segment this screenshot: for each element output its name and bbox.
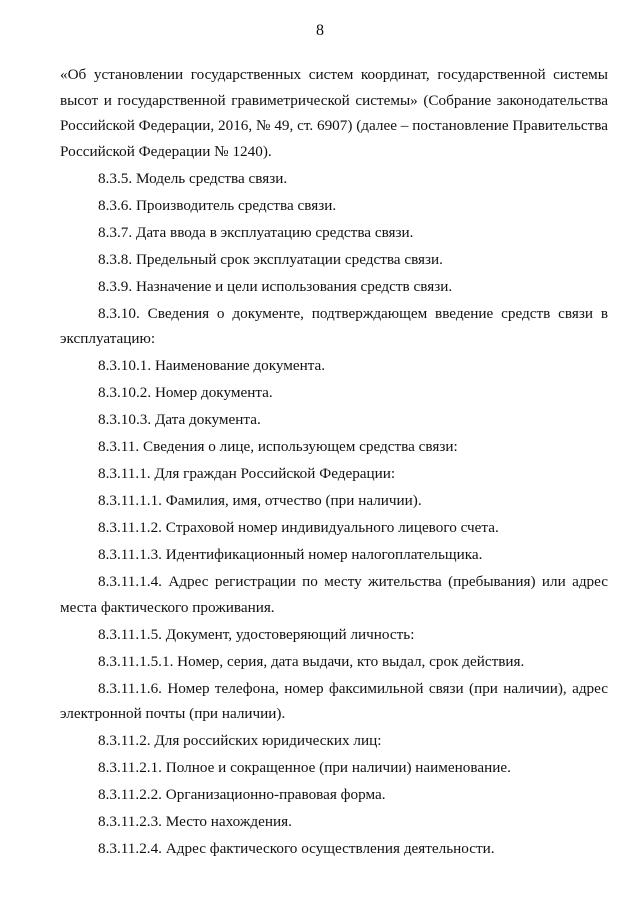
page-number: 8 — [316, 22, 324, 39]
clause-8-3-6: 8.3.6. Производитель средства связи. — [98, 196, 337, 214]
paragraph-continuation: «Об установлении государственных систем координат, государственной системы высот и государственной гравиметрической системы» (Собрание законодательства Российской Федерации, 2016, № 49, ст. 6907) (далее – постановление Правительства Российской Федерации № 1240). — [60, 66, 608, 160]
clause-8-3-11-2-3: 8.3.11.2.3. Место нахождения. — [98, 813, 292, 830]
clause-8-3-7: 8.3.7. Дата ввода в эксплуатацию средства связи. — [98, 223, 414, 241]
document-body — [60, 62, 608, 862]
clause-8-3-11: 8.3.11. Сведения о лице, использующем средства связи: — [98, 438, 458, 455]
clause-8-3-11-2: 8.3.11.2. Для российских юридических лиц: — [98, 732, 382, 749]
clause-8-3-11-1-5-1: 8.3.11.1.5.1. Номер, серия, дата выдачи, кто выдал, срок действия. — [98, 652, 525, 670]
clause-8-3-11-1-6: 8.3.11.1.6. Номер телефона, номер факсимильной связи (при наличии), адрес электронной почты (при наличии). — [60, 679, 608, 722]
clause-8-3-9: 8.3.9. Назначение и цели использования средств связи. — [98, 277, 453, 295]
clause-8-3-11-1-4: 8.3.11.1.4. Адрес регистрации по месту жительства (пребывания) или адрес места фактического проживания. — [60, 573, 608, 616]
clause-8-3-10: 8.3.10. Сведения о документе, подтверждающем введение средств связи в эксплуатацию: — [60, 304, 608, 347]
clause-8-3-11-1-3: 8.3.11.1.3. Идентификационный номер налогоплательщика. — [98, 546, 483, 563]
clause-8-3-11-2-1: 8.3.11.2.1. Полное и сокращенное (при наличии) наименование. — [98, 759, 511, 776]
clause-8-3-5: 8.3.5. Модель средства связи. — [98, 169, 288, 187]
clause-8-3-11-1-2: 8.3.11.1.2. Страховой номер индивидуального лицевого счета. — [98, 519, 499, 536]
clause-8-3-11-1-1: 8.3.11.1.1. Фамилия, имя, отчество (при наличии). — [98, 492, 422, 509]
clause-8-3-11-1: 8.3.11.1. Для граждан Российской Федерации: — [98, 465, 396, 482]
clause-8-3-10-1: 8.3.10.1. Наименование документа. — [98, 357, 326, 374]
clause-8-3-11-2-2: 8.3.11.2.2. Организационно-правовая форма. — [98, 786, 386, 803]
clause-8-3-10-3: 8.3.10.3. Дата документа. — [98, 411, 261, 428]
clause-8-3-8: 8.3.8. Предельный срок эксплуатации средства связи. — [98, 250, 443, 268]
clause-8-3-10-2: 8.3.10.2. Номер документа. — [98, 384, 273, 401]
clause-8-3-11-2-4: 8.3.11.2.4. Адрес фактического осуществления деятельности. — [98, 840, 495, 857]
clause-8-3-11-1-5: 8.3.11.1.5. Документ, удостоверяющий личность: — [98, 625, 415, 643]
